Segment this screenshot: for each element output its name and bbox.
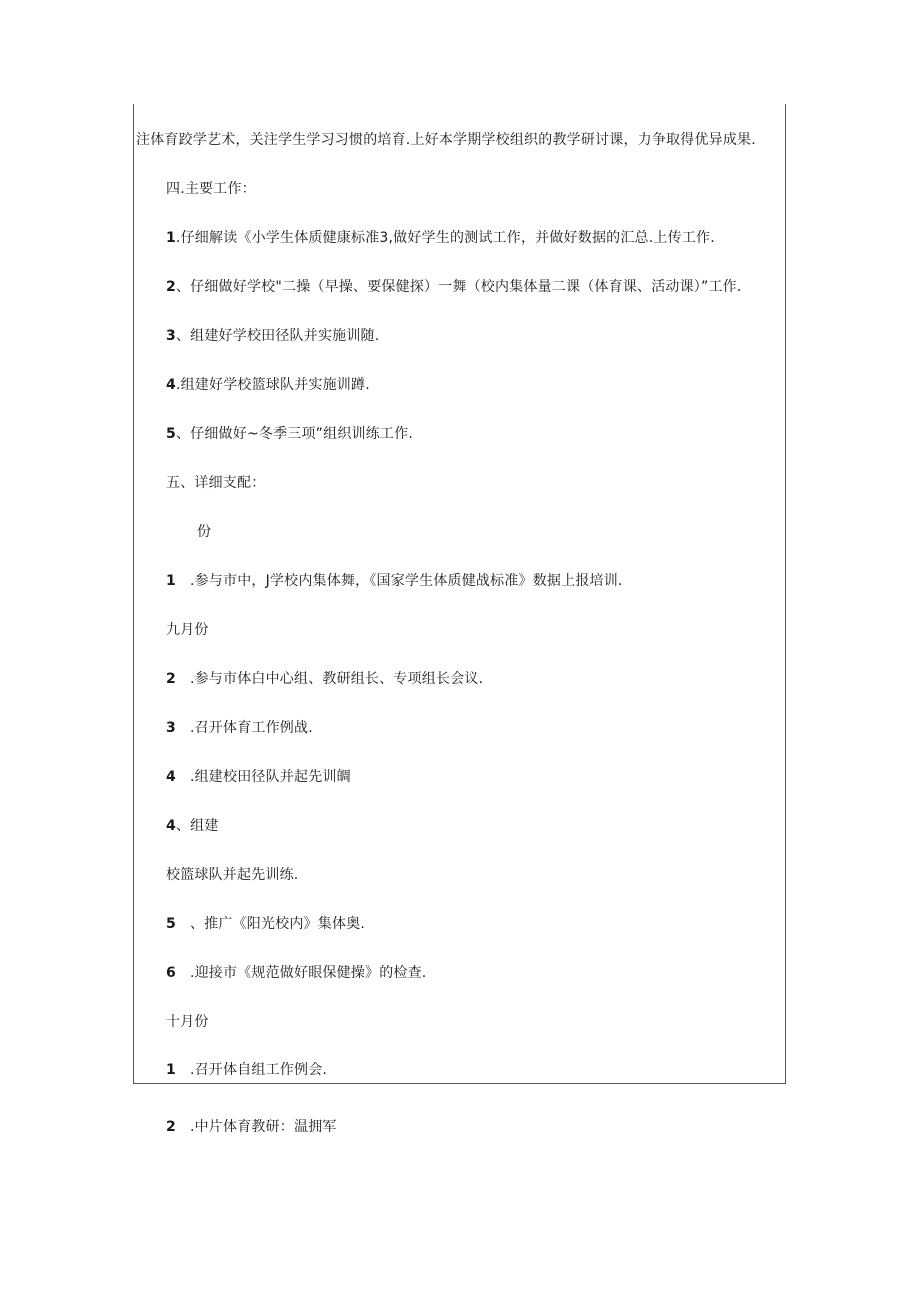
item-number: 1	[166, 230, 176, 246]
intro-line	[136, 131, 756, 149]
september-label	[166, 621, 209, 639]
item-text: .迎接市《规范做好眼保健操》的检查.	[189, 965, 427, 981]
item-text: .组建校田径队并起先训皗	[189, 769, 351, 785]
october-label	[166, 1013, 209, 1031]
september-item-4b	[166, 817, 219, 835]
item-number: 4	[166, 818, 176, 834]
september-item-4a	[166, 768, 351, 786]
item-text: 、组建	[175, 818, 219, 834]
section4-heading	[166, 180, 256, 198]
section4-item-4	[166, 376, 370, 394]
item-number: 3	[166, 720, 176, 736]
section5-heading-text: 五、详细支配：	[166, 475, 266, 491]
item-text: .参与市中，J学校内集体舞，《国家学生体质健战标准》数据上报培训.	[189, 573, 623, 589]
item-text: 、推广《阳光校内》集体奥.	[189, 916, 366, 932]
item-text: .参与市体白中心组、教研组长、专项组长会议.	[189, 671, 484, 687]
section4-item-1	[166, 229, 715, 247]
section5-item-a	[166, 572, 623, 590]
item-text: .召开体自组工作例会.	[189, 1062, 328, 1078]
section4-item-3	[166, 327, 379, 345]
item-number: 2	[166, 279, 176, 295]
item-number: 5	[166, 916, 176, 932]
item-number: 2	[166, 1119, 176, 1135]
item-number: 1	[166, 1062, 176, 1078]
item-number: 6	[166, 965, 176, 981]
item-text: 、仔细做好~冬季三项”组织训练工作.	[175, 426, 413, 442]
continuation-text: 校篮球队并起先训练.	[166, 867, 299, 883]
item-number: 4	[166, 377, 176, 393]
item-number: 5	[166, 426, 176, 442]
item-number: 3	[166, 328, 176, 344]
item-number: 2	[166, 671, 176, 687]
item-text: .中片体育教研：温拥军	[189, 1119, 337, 1135]
section5-heading	[166, 474, 265, 492]
item-text: .组建好学校篮球队并实施训蹲.	[175, 377, 370, 393]
month-partial-label	[197, 523, 211, 541]
item-text: .召开体育工作例战.	[189, 720, 313, 736]
section4-item-5	[166, 425, 413, 443]
september-item-3	[166, 719, 313, 737]
item-text: 、仔细做好学校"二操（早操、要保健探）一舞（校内集体量二课（体育课、活动课）”工作.	[175, 279, 742, 295]
september-continuation	[166, 866, 298, 884]
september-label-text: 九月份	[166, 622, 209, 638]
intro-text: 注体育跤学艺术，关注学生学习习惯的培育.上好本学期学校组织的教学研讨课，力争取得优异成果.	[136, 132, 756, 148]
section4-heading-text: 四.主要工作：	[166, 181, 256, 197]
september-item-2	[166, 670, 483, 688]
month-partial-text: 份	[197, 524, 212, 540]
october-label-text: 十月份	[166, 1014, 209, 1030]
september-item-6	[166, 964, 426, 982]
october-item-1	[166, 1061, 327, 1079]
item-text: .仔细解读《小学生体质健康标准3,做好学生的测试工作，并做好数据的汇总.上传工作.	[175, 230, 715, 246]
table-frame	[133, 104, 786, 1084]
section4-item-2	[166, 278, 742, 296]
september-item-5	[166, 915, 365, 933]
october-item-2	[166, 1118, 337, 1136]
item-number: 4	[166, 769, 176, 785]
item-text: 、组建好学校田径队并实施训随.	[175, 328, 380, 344]
item-number: 1	[166, 573, 176, 589]
